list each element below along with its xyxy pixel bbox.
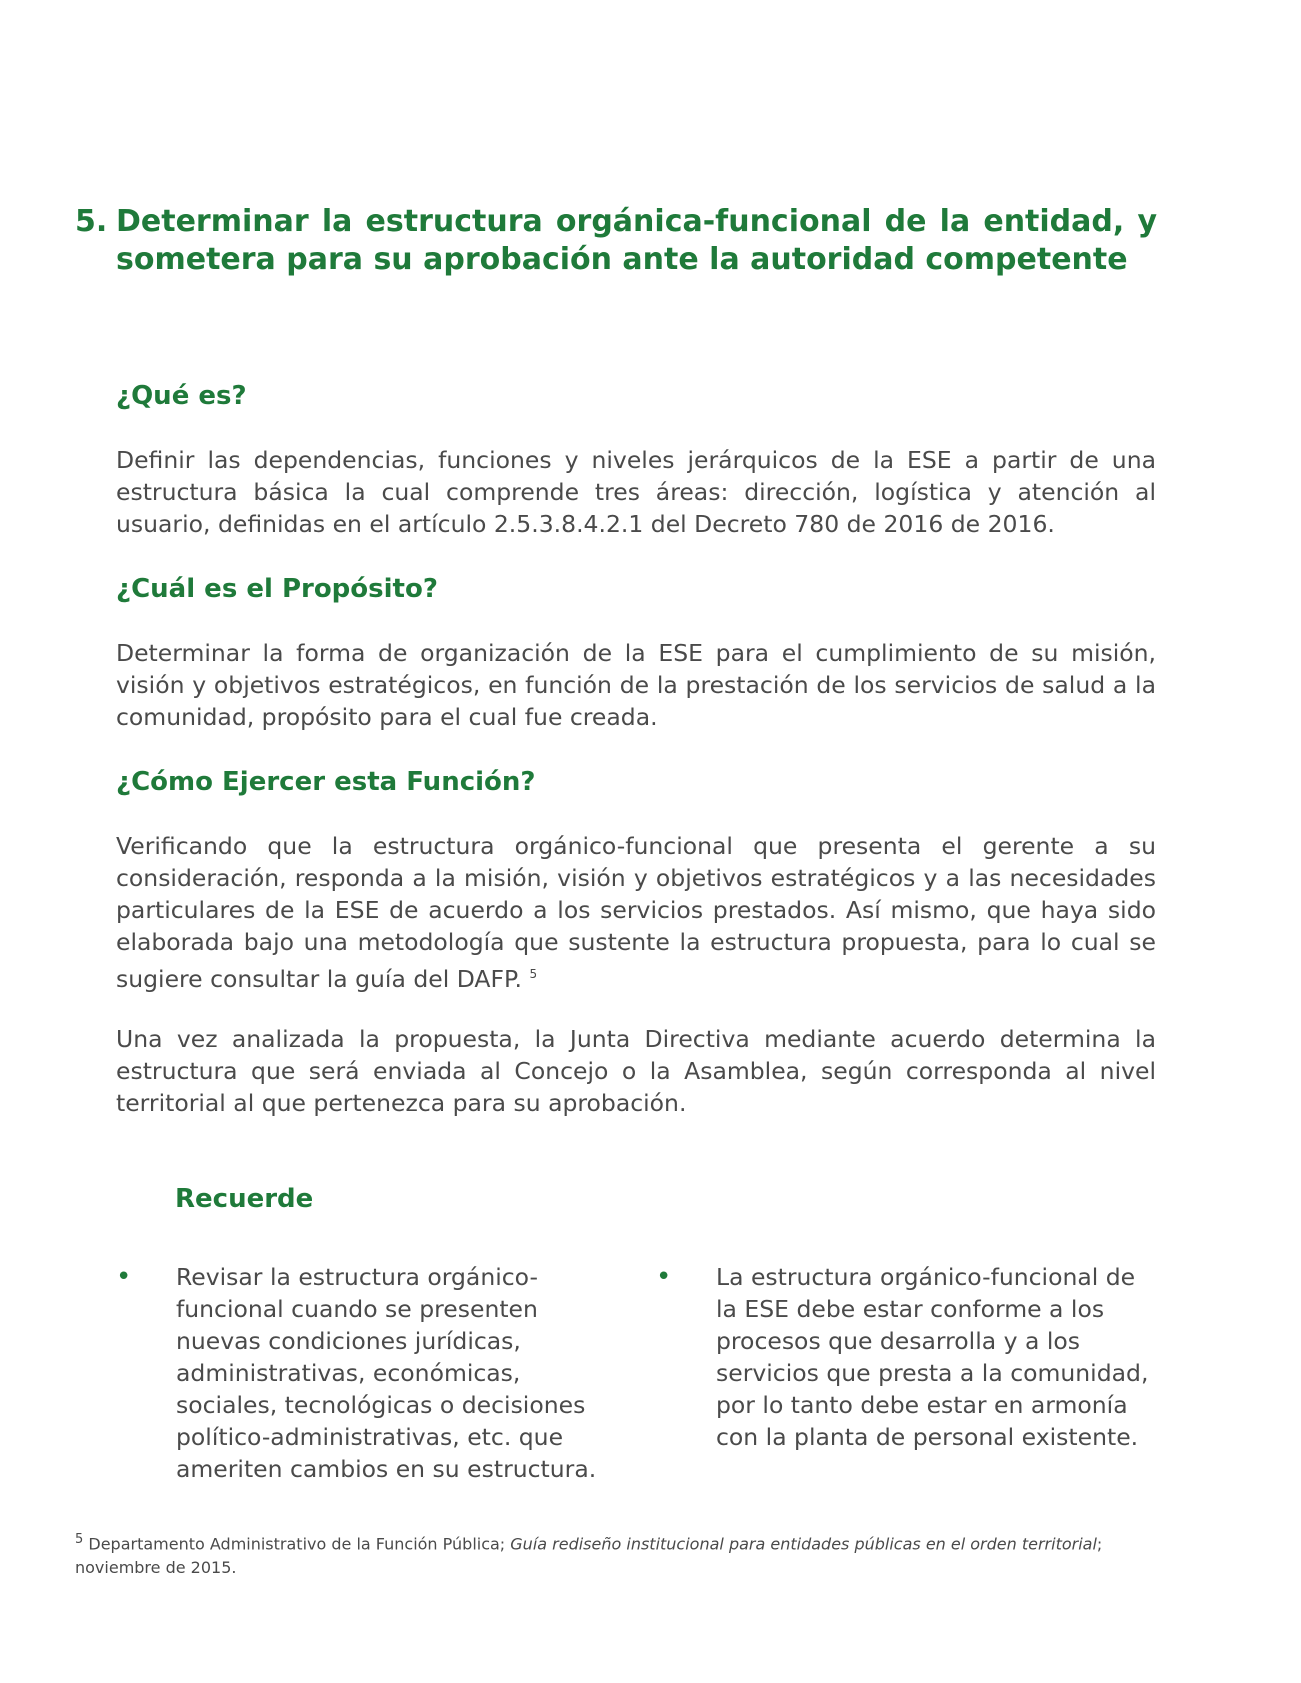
como-text-2: Una vez analizada la propuesta, la Junta Directiva mediante acuerdo determina la estructura que será enviada al Concejo o la Asamblea, según corresponda al nivel territorial al que pertenezca para su aprobación. [116, 1025, 1156, 1117]
bullet-icon: • [116, 1262, 132, 1292]
recuerde-heading: Recuerde [175, 1184, 314, 1214]
como-text [116, 830, 1156, 995]
que-es-heading: ¿Qué es? [116, 381, 247, 411]
footnote-text-after: ; noviembre de 2015. [75, 1534, 1103, 1578]
footnote [75, 1528, 1157, 1580]
proposito-text: Determinar la forma de organización de la ESE para el cumplimiento de su misión, visión y objetivos estratégicos, en función de la prestación de los servicios de salud a la comunidad, propósito para el cual fue creada. [116, 639, 1156, 731]
section-title: Determinar la estructura orgánica-funcional de la entidad, y sometera para su aprobación ante la autoridad competente [116, 204, 1157, 277]
que-es-text: Definir las dependencias, funciones y niveles jerárquicos de la ESE a partir de una estructura básica la cual comprende tres áreas: dirección, logística y atención al usuario, definidas en el artículo 2.5.3.8.4.2.1 del Decreto 780 de 2016 de 2016. [116, 446, 1156, 538]
recuerde-item-2 [656, 1261, 1176, 1453]
bullet-icon: • [656, 1262, 672, 1292]
footnote-text-before: Departamento Administrativo de la Función Pública; [83, 1534, 511, 1554]
recuerde-item-text: Revisar la estructura orgánico-funcional cuando se presenten nuevas condiciones jurídicas, administrativas, económicas, sociales, tecnológicas o decisiones político-administrativas, etc. que ameriten cambios en su estructura. [176, 1263, 597, 1483]
recuerde-item-text: La estructura orgánico-funcional de la ESE debe estar conforme a los procesos que desarrolla y a los servicios que presta a la comunidad, por lo tanto debe estar en armonía con la planta de personal existente. [716, 1263, 1149, 1451]
footnote-number: 5 [75, 1532, 84, 1547]
proposito-heading: ¿Cuál es el Propósito? [116, 574, 438, 604]
como-heading: ¿Cómo Ejercer esta Función? [116, 767, 536, 797]
section-number: 5. [75, 204, 108, 239]
footnote-ref: 5 [529, 967, 538, 981]
recuerde-item-1 [116, 1261, 656, 1485]
footnote-title: Guía rediseño institucional para entidades públicas en el orden territorial [510, 1534, 1097, 1554]
section-heading [75, 203, 1157, 279]
como-text-body: Verificando que la estructura orgánico-funcional que presenta el gerente a su consideración, responda a la misión, visión y objetivos estratégicos y a las necesidades particulares de la ESE de acuerdo a los servicios prestados. Así mismo, que haya sido elaborada bajo una metodología que sustente la estructura propuesta, para lo cual se sugiere consultar la guía del DAFP. [116, 832, 1156, 993]
